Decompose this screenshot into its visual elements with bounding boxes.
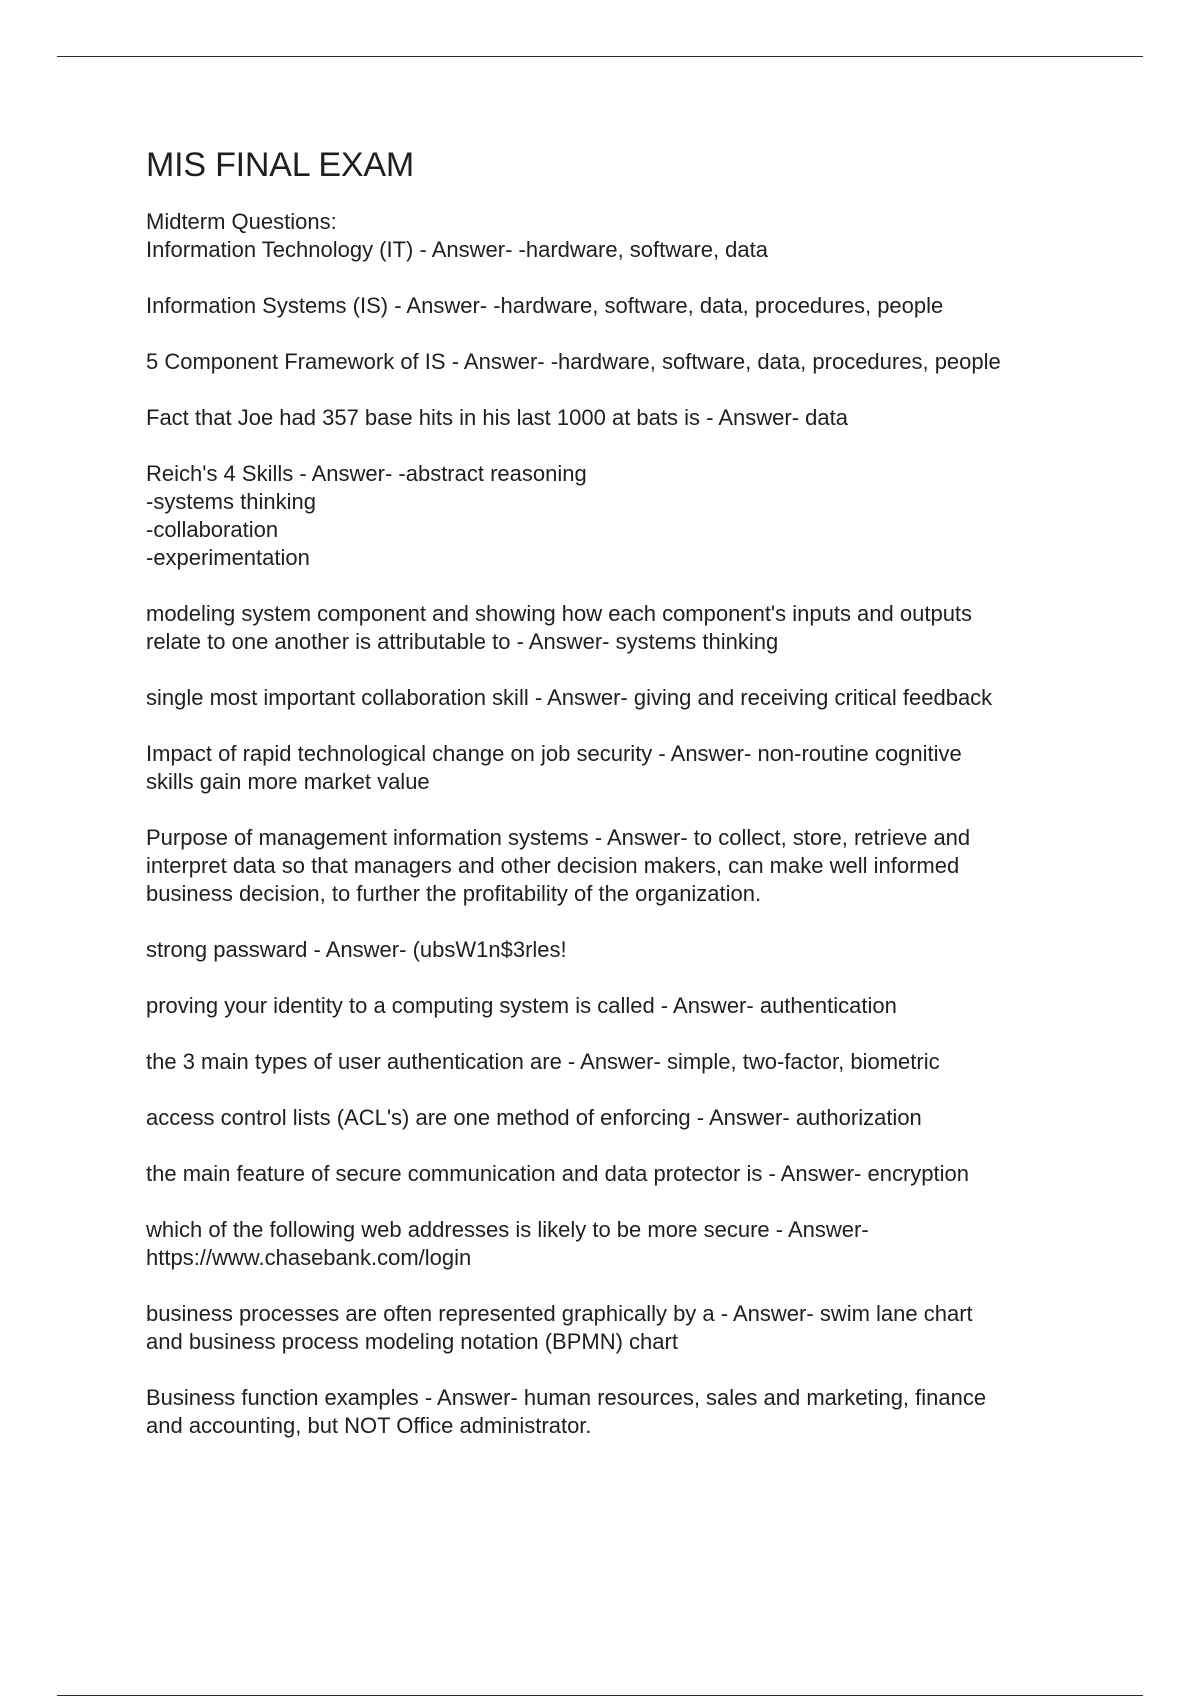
bottom-rule bbox=[57, 1695, 1143, 1696]
answer-text: authentication bbox=[759, 993, 897, 1018]
section-heading: Midterm Questions: bbox=[146, 209, 337, 234]
document-body bbox=[146, 144, 1101, 1468]
answer-text: -hardware, software, data, procedures, people bbox=[550, 349, 1001, 374]
qa-item: the main feature of secure communication and data protector is - Answer- encryption bbox=[146, 1161, 969, 1186]
question-text: Information Systems (IS) bbox=[146, 293, 389, 318]
answer-text: non-routine cognitive skills gain more market value bbox=[146, 741, 962, 794]
answer-text: giving and receiving critical feedback bbox=[633, 685, 993, 710]
question-text: Business function examples bbox=[146, 1385, 419, 1410]
answer-text: systems thinking bbox=[615, 629, 779, 654]
qa-item: Information Systems (IS) - Answer- -hardware, software, data, procedures, people bbox=[146, 293, 944, 318]
answer-text: human resources, sales and marketing, finance and accounting, but NOT Office administrator. bbox=[146, 1385, 987, 1438]
answer-text: https://www.chasebank.com/login bbox=[146, 1245, 472, 1270]
question-text: strong passward bbox=[146, 937, 308, 962]
qa-item: Reich's 4 Skills - Answer- -abstract reasoning -systems thinking -collaboration -experimentation bbox=[146, 461, 587, 570]
top-rule bbox=[57, 56, 1143, 57]
answer-text: to collect, store, retrieve and interpret data so that managers and other decision makers, can make well informed business decision, to further the profitability of the organization. bbox=[146, 825, 971, 906]
question-text: 5 Component Framework of IS bbox=[146, 349, 446, 374]
answer-text: (ubsW1n$3rles! bbox=[412, 937, 567, 962]
qa-item: single most important collaboration skill - Answer- giving and receiving critical feedback bbox=[146, 685, 993, 710]
qa-item: access control lists (ACL's) are one method of enforcing - Answer- authorization bbox=[146, 1105, 922, 1130]
question-text: Purpose of management information systems bbox=[146, 825, 589, 850]
question-text: business processes are often represented graphically by a bbox=[146, 1301, 715, 1326]
qa-item: business processes are often represented graphically by a - Answer- swim lane chart and business process modeling notation (BPMN) chart bbox=[146, 1301, 973, 1354]
question-text: modeling system component and showing how each component's inputs and outputs relate to one another is attributable to bbox=[146, 601, 973, 654]
qa-item: strong passward - Answer- (ubsW1n$3rles! bbox=[146, 937, 567, 962]
question-text: single most important collaboration skill bbox=[146, 685, 529, 710]
qa-item: Impact of rapid technological change on job security - Answer- non-routine cognitive skills gain more market value bbox=[146, 741, 962, 794]
answer-text: authorization bbox=[795, 1105, 922, 1130]
page-title: MIS FINAL EXAM bbox=[146, 146, 414, 184]
answer-text: simple, two-factor, biometric bbox=[666, 1049, 940, 1074]
qa-item: the 3 main types of user authentication are - Answer- simple, two-factor, biometric bbox=[146, 1049, 940, 1074]
question-text: access control lists (ACL's) are one method of enforcing bbox=[146, 1105, 691, 1130]
answer-text: -hardware, software, data, procedures, people bbox=[493, 293, 944, 318]
answer-text: encryption bbox=[867, 1161, 969, 1186]
qa-item: Fact that Joe had 357 base hits in his last 1000 at bats is - Answer- data bbox=[146, 405, 848, 430]
qa-list bbox=[146, 236, 1101, 1440]
qa-item: Business function examples - Answer- human resources, sales and marketing, finance and accounting, but NOT Office administrator. bbox=[146, 1385, 987, 1438]
qa-item: proving your identity to a computing system is called - Answer- authentication bbox=[146, 993, 897, 1018]
question-text: Information Technology (IT) bbox=[146, 237, 414, 262]
qa-item: Purpose of management information systems - Answer- to collect, store, retrieve and interpret data so that managers and other decision makers, can make well informed business decision, to further the profitability of the organization. bbox=[146, 825, 971, 906]
question-text: Reich's 4 Skills bbox=[146, 461, 294, 486]
question-text: the main feature of secure communication and data protector is bbox=[146, 1161, 763, 1186]
qa-item: Information Technology (IT) - Answer- -hardware, software, data bbox=[146, 237, 768, 262]
qa-item: which of the following web addresses is likely to be more secure - Answer- https://www.chasebank.com/login bbox=[146, 1217, 869, 1270]
question-text: which of the following web addresses is likely to be more secure bbox=[146, 1217, 770, 1242]
question-text: the 3 main types of user authentication are bbox=[146, 1049, 562, 1074]
answer-text: data bbox=[805, 405, 848, 430]
question-text: Impact of rapid technological change on job security bbox=[146, 741, 653, 766]
answer-text: -hardware, software, data bbox=[518, 237, 768, 262]
qa-item: modeling system component and showing how each component's inputs and outputs relate to one another is attributable to - Answer- systems thinking bbox=[146, 601, 973, 654]
answer-text: -abstract reasoning -systems thinking -collaboration -experimentation bbox=[146, 461, 587, 570]
question-text: Fact that Joe had 357 base hits in his last 1000 at bats is bbox=[146, 405, 701, 430]
qa-item: 5 Component Framework of IS - Answer- -hardware, software, data, procedures, people bbox=[146, 349, 1001, 374]
answer-text: swim lane chart and business process modeling notation (BPMN) chart bbox=[146, 1301, 973, 1354]
question-text: proving your identity to a computing system is called bbox=[146, 993, 655, 1018]
